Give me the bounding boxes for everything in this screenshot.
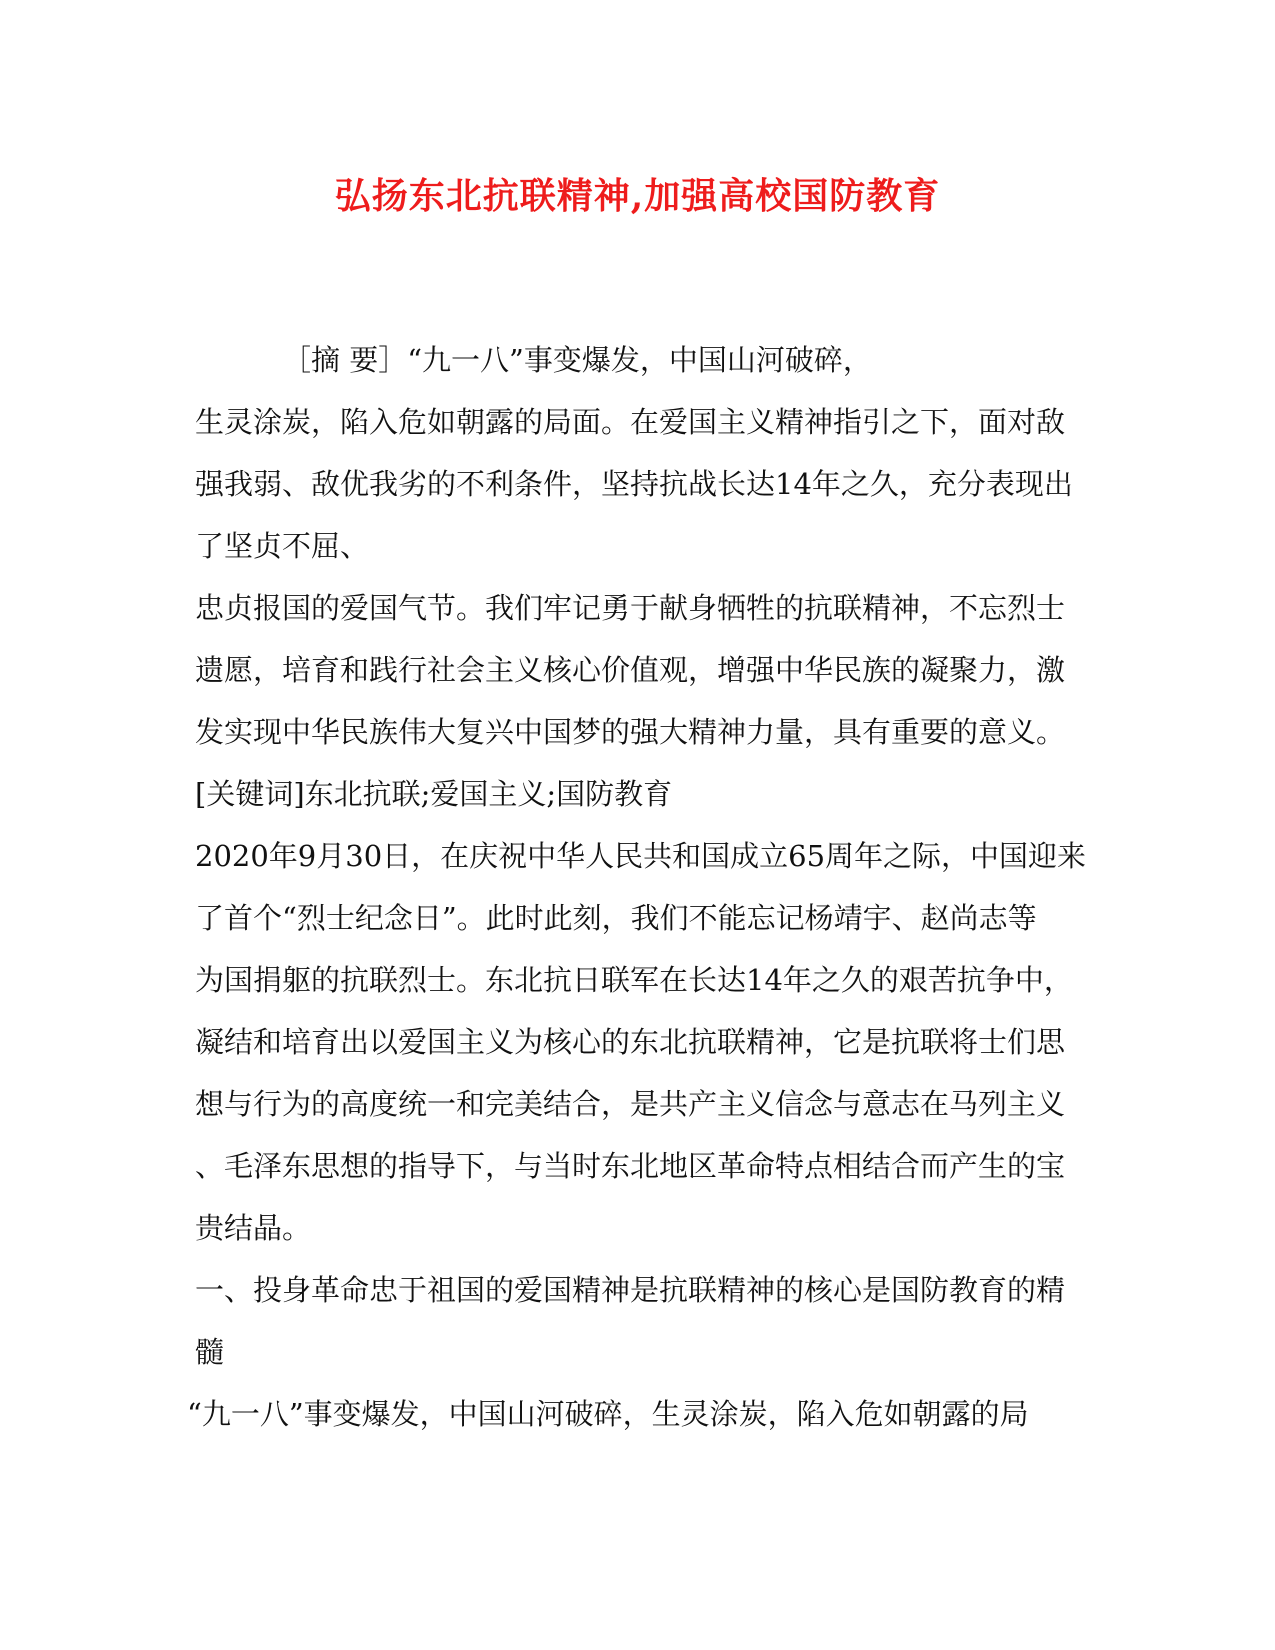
body-line: 2020年9月30日，在庆祝中华人民共和国成立65周年之际，中国迎来 <box>195 839 1087 873</box>
abstract-line: 强我弱、敌优我劣的不利条件，坚持抗战长达14年之久，充分表现出 <box>195 467 1073 501</box>
abstract-line: 忠贞报国的爱国气节。我们牢记勇于献身牺牲的抗联精神，不忘烈士 <box>195 591 1066 625</box>
abstract-line: ［摘 要］“九一八”事变爆发，中国山河破碎， <box>282 343 872 377</box>
body-line: 贵结晶。 <box>195 1211 312 1245</box>
abstract-line: 生灵涂炭，陷入危如朝露的局面。在爱国主义精神指引之下，面对敌 <box>195 405 1066 439</box>
body-line: “九一八”事变爆发，中国山河破碎，生灵涂炭，陷入危如朝露的局 <box>187 1397 1029 1431</box>
body-line: 了首个“烈士纪念日”。此时此刻，我们不能忘记杨靖宇、赵尚志等 <box>195 901 1037 935</box>
body-line: 凝结和培育出以爱国主义为核心的东北抗联精神，它是抗联将士们思 <box>195 1025 1066 1059</box>
body-line: 、毛泽东思想的指导下，与当时东北地区革命特点相结合而产生的宝 <box>195 1149 1066 1183</box>
abstract-line: 了坚贞不屈、 <box>195 529 370 563</box>
section-heading: 髓 <box>195 1335 225 1369</box>
document-title: 弘扬东北抗联精神,加强高校国防教育 <box>334 175 941 217</box>
abstract-line: 发实现中华民族伟大复兴中国梦的强大精神力量，具有重要的意义。 <box>195 715 1066 749</box>
body-line: 想与行为的高度统一和完美结合，是共产主义信念与意志在马列主义 <box>195 1087 1066 1121</box>
section-heading: 一、投身革命忠于祖国的爱国精神是抗联精神的核心是国防教育的精 <box>195 1273 1066 1307</box>
body-line: 为国捐躯的抗联烈士。东北抗日联军在长达14年之久的艰苦抗争中， <box>195 963 1073 997</box>
abstract-line: 遗愿，培育和践行社会主义核心价值观，增强中华民族的凝聚力，激 <box>195 653 1066 687</box>
keywords-line: [关键词]东北抗联;爱国主义;国防教育 <box>195 777 673 811</box>
